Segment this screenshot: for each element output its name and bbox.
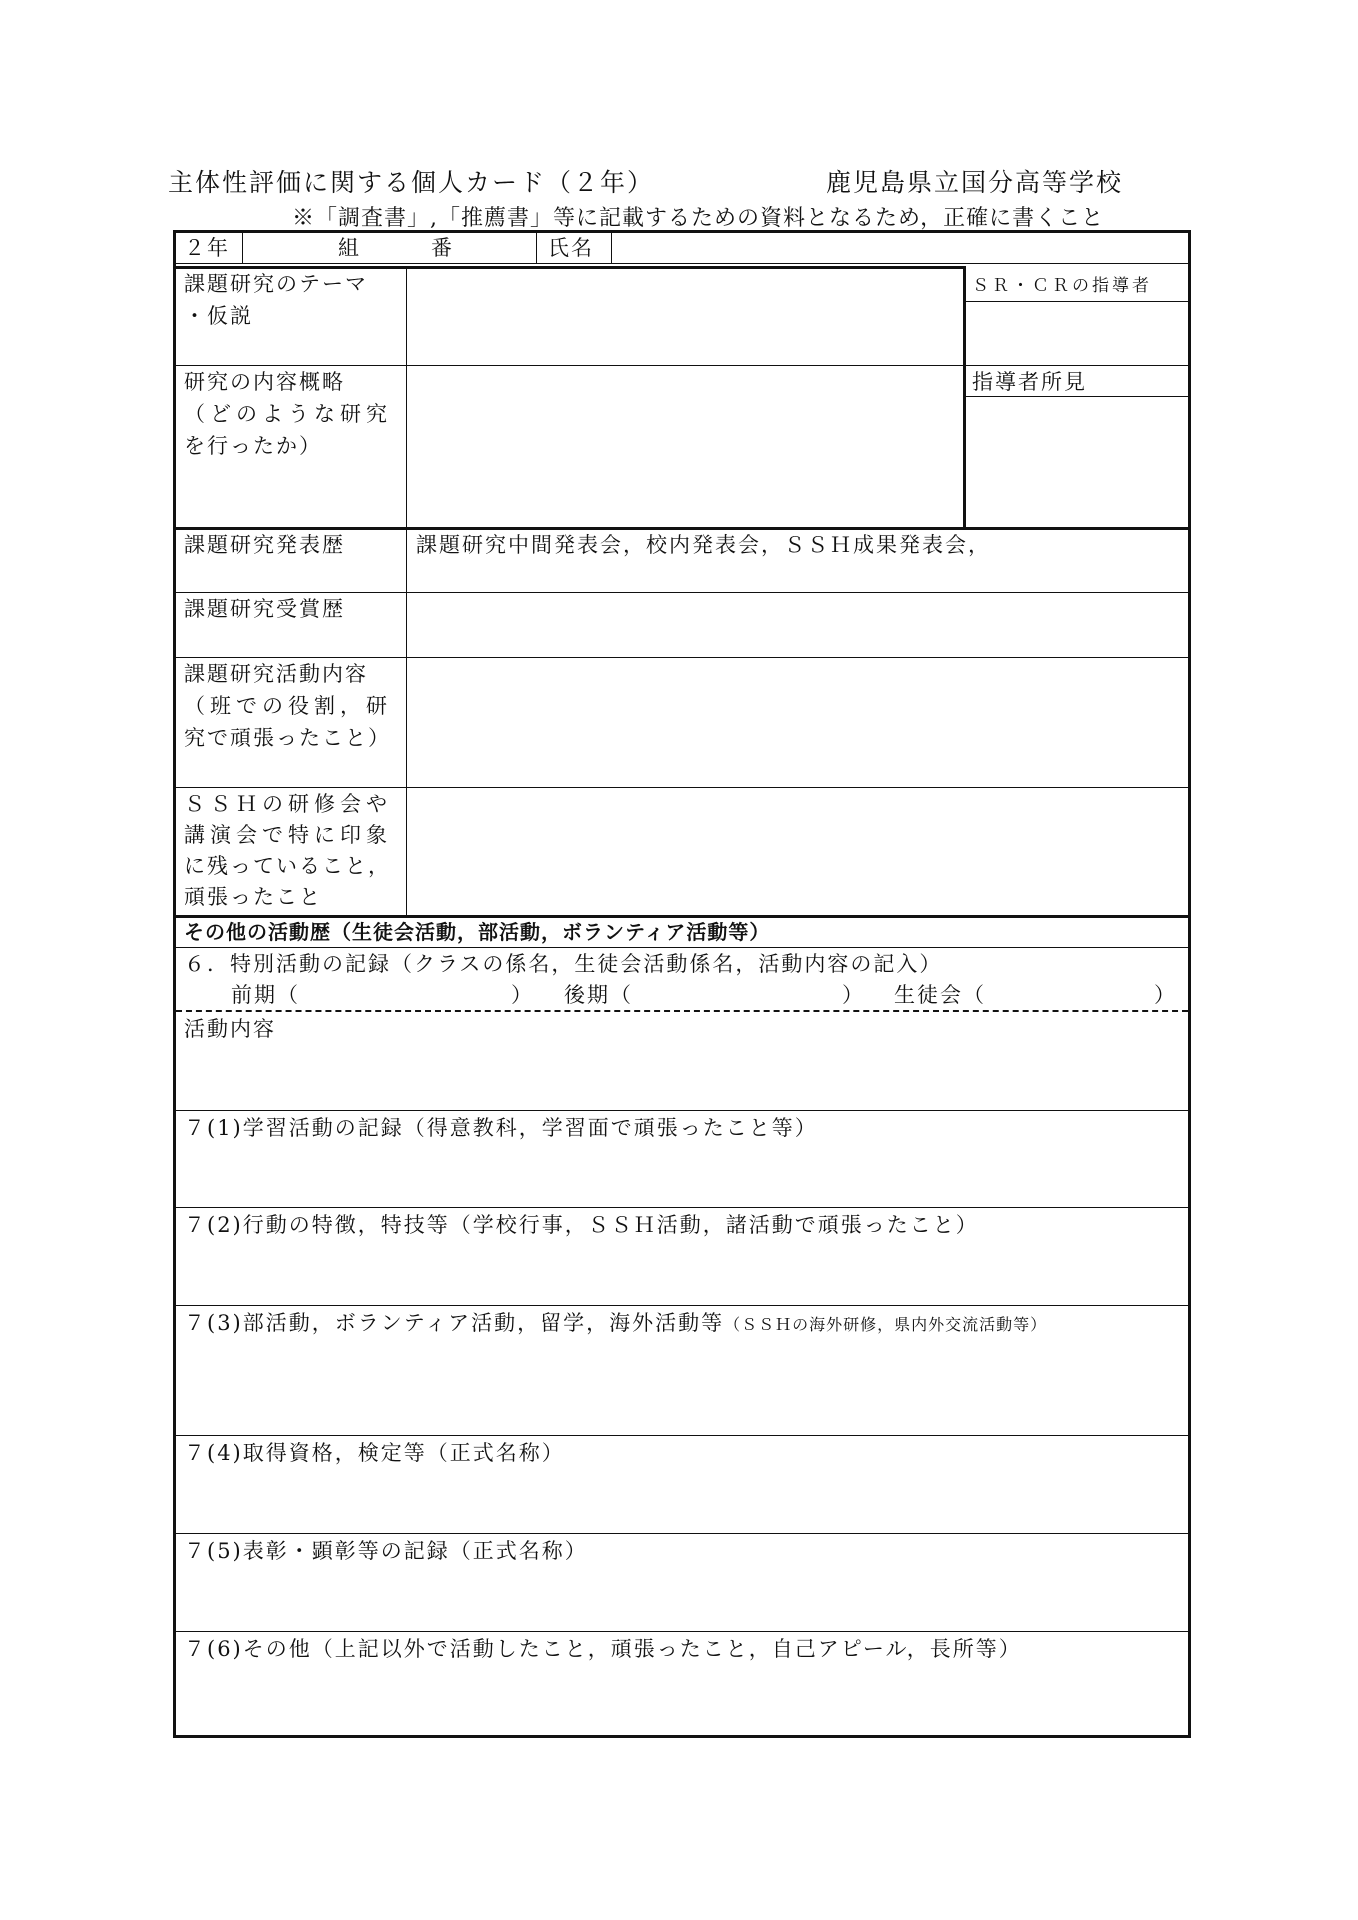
activity-label-3: 究で頑張ったこと） bbox=[184, 726, 391, 750]
presentations-label: 課題研究発表歴 bbox=[184, 533, 345, 557]
qualifications-title: ７(4)取得資格，検定等（正式名称） bbox=[184, 1441, 565, 1465]
other-appeal-title: ７(6)その他（上記以外で活動したこと，頑張ったこと，自己アピール，長所等） bbox=[184, 1637, 1022, 1661]
club-activities-note: （ＳＳＨの海外研修，県内外交流活動等） bbox=[724, 1315, 1048, 1334]
divider bbox=[242, 233, 243, 263]
opinion-label: 指導者所見 bbox=[972, 370, 1087, 394]
divider bbox=[176, 1207, 1188, 1208]
zenki-close: ） bbox=[511, 983, 534, 1007]
name-label: 氏名 bbox=[548, 236, 594, 260]
school-name: 鹿児島県立国分高等学校 bbox=[826, 168, 1124, 197]
class-label: 組 bbox=[338, 236, 361, 260]
club-activities-main: ７(3)部活動，ボランティア活動，留学，海外活動等 bbox=[184, 1311, 725, 1335]
instruction-note: ※「調査書」,「推薦書」等に記載するための資料となるため，正確に書くこと bbox=[292, 206, 1105, 231]
divider bbox=[536, 233, 537, 263]
divider bbox=[176, 1631, 1188, 1632]
awards-record-title: ７(5)表彰・顕彰等の記録（正式名称） bbox=[184, 1539, 588, 1563]
supervisor-label: ＳＲ・ＣＲの指導者 bbox=[972, 276, 1152, 296]
ssh-label-4: 頑張ったこと bbox=[184, 885, 322, 909]
divider bbox=[176, 1110, 1188, 1111]
divider bbox=[176, 592, 1188, 593]
activity-content-label: 活動内容 bbox=[184, 1017, 276, 1041]
divider bbox=[176, 1305, 1188, 1306]
club-activities-title bbox=[184, 1308, 1047, 1340]
activity-label-2: （班での役割，研 bbox=[184, 694, 392, 718]
personal-card-form bbox=[173, 230, 1191, 1738]
divider bbox=[176, 365, 1188, 366]
zenki-label: 前期（ bbox=[231, 983, 300, 1007]
divider bbox=[176, 787, 1188, 788]
summary-label: 研究の内容概略 bbox=[184, 370, 345, 394]
ssh-label-2: 講演会で特に印象 bbox=[184, 823, 392, 847]
activity-label: 課題研究活動内容 bbox=[184, 662, 368, 686]
presentations-value: 課題研究中間発表会，校内発表会，ＳＳＨ成果発表会， bbox=[416, 533, 991, 557]
special-activities-title: ６．特別活動の記録（クラスの係名，生徒会活動係名，活動内容の記入） bbox=[184, 952, 943, 976]
divider bbox=[176, 947, 1188, 948]
dashed-divider bbox=[176, 1010, 1188, 1012]
behavior-title: ７(2)行動の特徴，特技等（学校行事，ＳＳＨ活動，諸活動で頑張ったこと） bbox=[184, 1213, 979, 1237]
seitokai-close: ） bbox=[1154, 983, 1177, 1007]
awards-label: 課題研究受賞歴 bbox=[184, 597, 345, 621]
number-label: 番 bbox=[431, 236, 454, 260]
page-title: 主体性評価に関する個人カード（２年） bbox=[168, 168, 655, 197]
summary-label-2: （どのような研究 bbox=[184, 402, 392, 426]
other-activities-header: その他の活動歴（生徒会活動，部活動，ボランティア活動等） bbox=[184, 920, 771, 944]
divider bbox=[611, 233, 612, 263]
ssh-label: ＳＳＨの研修会や bbox=[184, 792, 392, 816]
kouki-label: 後期（ bbox=[564, 983, 633, 1007]
divider bbox=[176, 657, 1188, 658]
divider bbox=[406, 266, 407, 915]
theme-label-2: ・仮説 bbox=[184, 304, 253, 328]
grade-label: ２年 bbox=[184, 236, 230, 260]
divider bbox=[176, 1435, 1188, 1436]
seitokai-label: 生徒会（ bbox=[894, 983, 986, 1007]
divider bbox=[176, 1533, 1188, 1534]
theme-label: 課題研究のテーマ bbox=[184, 272, 368, 296]
ssh-label-3: に残っていること， bbox=[184, 854, 391, 878]
learning-record-title: ７(1)学習活動の記録（得意教科，学習面で頑張ったこと等） bbox=[184, 1116, 818, 1140]
divider bbox=[176, 263, 1188, 264]
summary-label-3: を行ったか） bbox=[184, 434, 322, 458]
kouki-close: ） bbox=[842, 983, 865, 1007]
divider bbox=[963, 266, 966, 528]
divider bbox=[965, 301, 1188, 302]
